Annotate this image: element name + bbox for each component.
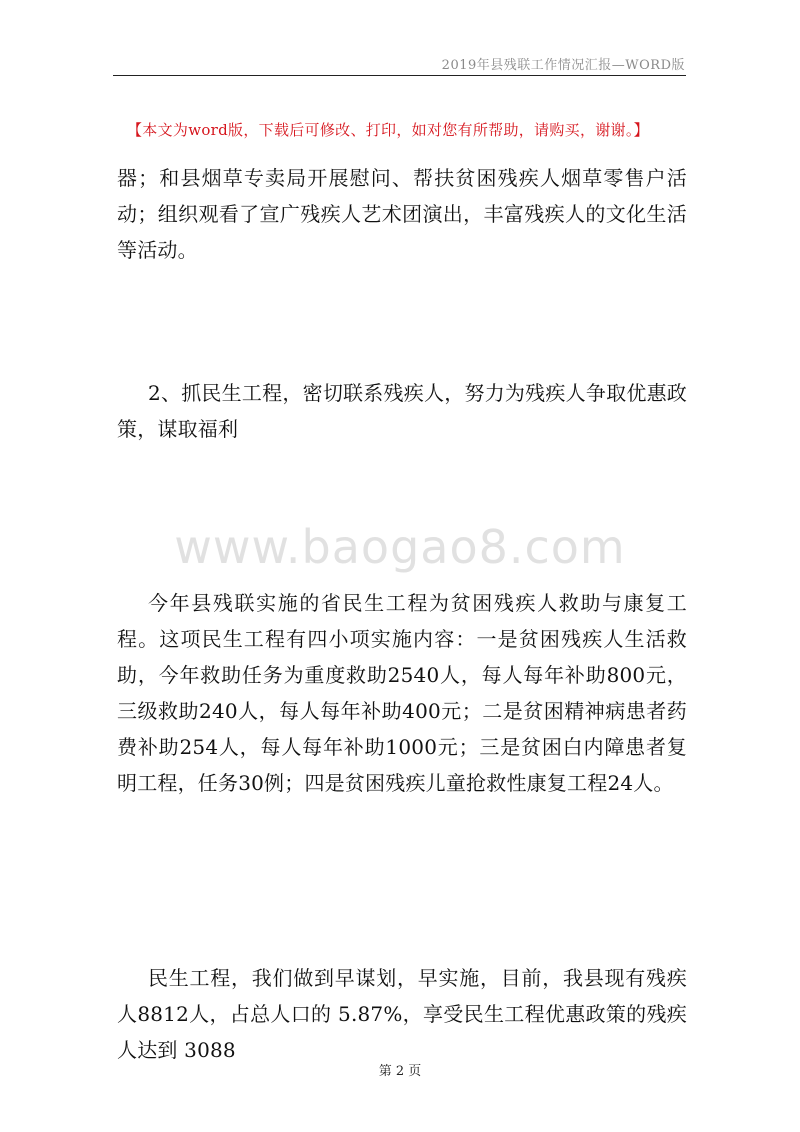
site-watermark: www.baogao8.com <box>174 520 626 574</box>
header-divider <box>113 75 686 76</box>
section-heading: 2、抓民生工程，密切联系残疾人，努力为残疾人争取优惠政策，谋取福利 <box>117 381 687 441</box>
paragraph-continuation: 器；和县烟草专卖局开展慰问、帮扶贫困残疾人烟草零售户活动；组织观看了宣广残疾人艺术团演出，丰富残疾人的文化生活等活动。 <box>117 166 687 262</box>
paragraph-implementation: 民生工程，我们做到早谋划，早实施，目前，我县现有残疾人8812人，占总人口的 5.87%，享受民生工程优惠政策的残疾人达到 3088 <box>117 966 687 1062</box>
page-number: 第 2 页 <box>378 1064 422 1079</box>
paragraph-livelihood-project: 今年县残联实施的省民生工程为贫困残疾人救助与康复工程。这项民生工程有四小项实施内容：一是贫困残疾人生活救助，今年救助任务为重度救助2540人，每人每年补助800元，三级救助240人，每人每年补助400元；二是贫困精神病患者药费补助254人，每人每年补助1000元；三是贫困白内障患者复明工程，任务30例；四是贫困残疾儿童抢救性康复工程24人。 <box>117 591 687 795</box>
purchase-notice: 【本文为word版，下载后可修改、打印，如对您有所帮助，请购买，谢谢。】 <box>127 121 649 139</box>
running-header: 2019年县残联工作情况汇报—WORD版 <box>441 58 685 73</box>
